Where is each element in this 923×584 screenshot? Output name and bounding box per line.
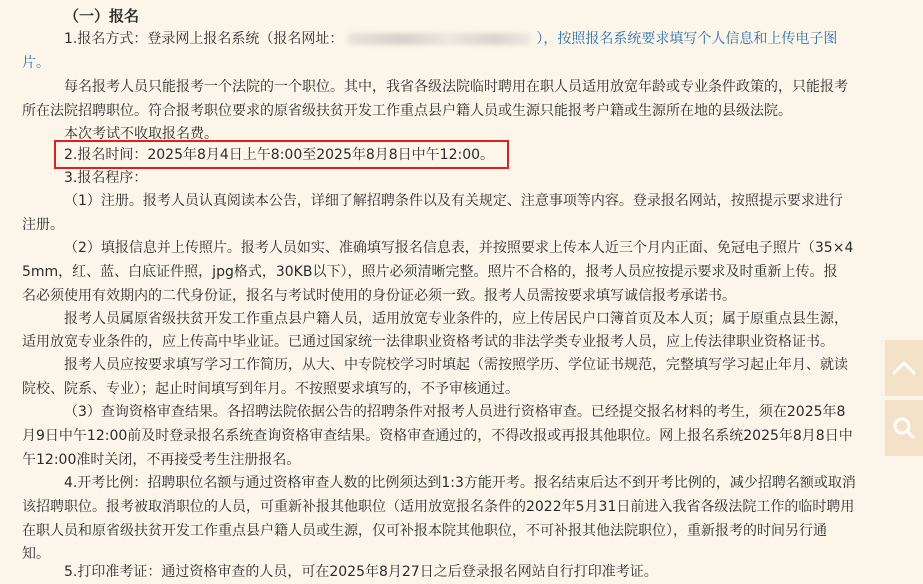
poverty-line-1: 报考人员属原省级扶贫开发工作重点县户籍人员，适用放宽专业条件的，应上传居民户口簿首页及本人页；属于原重点县生源， [64, 311, 848, 327]
step2-line-1: （2）填报信息并上传照片。报考人员如实、准确填写报名信息表，并按照要求上传本人近三个月内正面、免冠电子照片（35×4 [64, 240, 854, 256]
one-position-line-2: 所在法院招聘职位。符合报考职位要求的原省级扶贫开发工作重点县户籍人员或生源只能报考户籍或生源所在地的县级法院。 [22, 103, 792, 119]
step2-line-2: 5mm，红、蓝、白底证件照，jpg格式，30KB以下），照片必须清晰完整。照片不合格的，报考人员应按提示要求及时重新上传。报 [22, 264, 838, 280]
step2-line-3: 名必须使用有效期内的二代身份证，报名与考试时使用的身份证必须一致。报考人员需按要求填写诚信报考承诺书。 [22, 288, 736, 304]
step1-line-2: 注册。 [22, 217, 64, 233]
method-prefix: 1.报名方式：登录网上报名系统（报名网址： [64, 31, 344, 47]
search-icon [891, 415, 917, 441]
registration-method [64, 27, 873, 51]
no-fee-text: 本次考试不收取报名费。 [64, 126, 218, 142]
chevron-up-icon [891, 359, 917, 377]
print-admission-ticket: 5.打印准考证：通过资格审查的人员，可在2025年8月27日之后登录报名网站自行打印准考证。 [64, 564, 658, 580]
step3-line-1: （3）查询资格审查结果。各招聘法院依据公告的招聘条件对报考人员进行资格审查。已经提交报名材料的考生，须在2025年8 [64, 404, 846, 420]
ratio-line-4: 知。 [22, 546, 50, 562]
ratio-line-2: 该招聘职位。报考被取消职位的人员，可重新补报其他职位（适用放宽报名条件的2022年5月31日前进入我省各级法院工作的临时聘用 [22, 499, 855, 515]
ratio-line-3: 在职人员和原省级扶贫开发工作重点县户籍人员或生源，仅可补报本院其他职位，不可补报其他法院职位），重新报考的时间另行通 [22, 523, 827, 539]
time-highlight-box [54, 140, 509, 169]
step1-line-1: （1）注册。报考人员认真阅读本公告，详细了解招聘条件以及有关规定、注意事项等内容。登录报名网站，按照提示要求进行 [64, 193, 843, 209]
step3-line-3: 午12:00准时关闭，不再接受考生注册报名。 [22, 452, 301, 468]
section-title: （一）报名 [64, 7, 140, 25]
blurred-url [347, 33, 532, 45]
method-suffix-link[interactable]: ），按照报名系统要求填写个人信息和上传电子图 [536, 31, 838, 47]
registration-time: 2.报名时间：2025年8月4日上午8:00至2025年8月8日中午12:00。 [64, 147, 495, 163]
ratio-line-1: 4.开考比例：招聘职位名额与通过资格审查人数的比例须达到1:3方能开考。报名结束后达不到开考比例的，减少招聘名额或取消 [64, 475, 856, 491]
step3-line-2: 月9日中午12:00前及时登录报名系统查询资格审查结果。资格审查通过的，不得改报或再报其他职位。网上报名系统2025年8月8日中 [22, 428, 853, 444]
resume-line-2: 院校、院系、专业）；起止时间填写到年月。不按照要求填写的，不予审核通过。 [22, 381, 519, 397]
search-button[interactable] [885, 400, 923, 456]
poverty-line-2: 适用放宽专业条件的，应上传高中毕业证。已通过国家统一法律职业资格考试的非法学类专业报考人员，应上传法律职业资格证书。 [22, 334, 834, 350]
resume-line-1: 报考人员应按要求填写学习工作简历，从大、中专院校学习时填起（需按照学历、学位证书规范，完整填写学习起止年月、就读 [64, 357, 848, 373]
method-wrap: 片。 [22, 55, 50, 71]
procedure-title: 3.报名程序： [64, 170, 148, 186]
back-to-top-button[interactable] [885, 340, 923, 396]
one-position-line-1: 每名报考人员只能报考一个法院的一个职位。其中，我省各级法院临时聘用在职人员适用放宽年龄或专业条件政策的，只能报考 [64, 79, 848, 95]
